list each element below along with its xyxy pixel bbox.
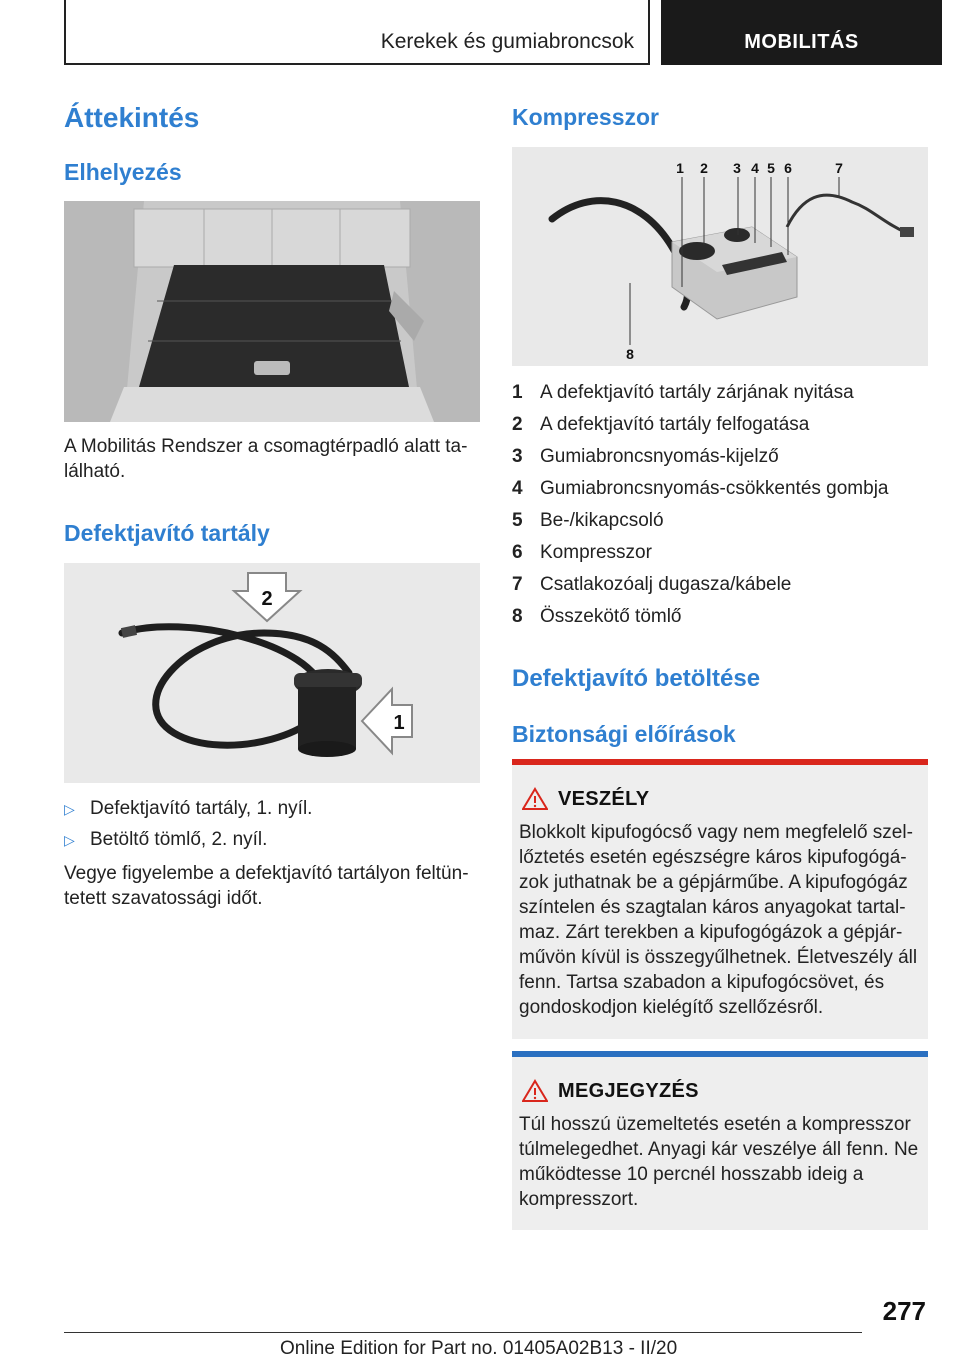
arrow-label-2: 2 [261, 588, 273, 610]
danger-title: VESZÉLY [558, 788, 650, 810]
subheading-safety: Biztonsági előírások [512, 721, 736, 747]
fig-number-3: 3 [733, 160, 741, 176]
bullet-text-1: Defektjavító tartály, 1. nyíl. [90, 798, 313, 819]
para-expiry-line2: tetett szavatossági időt. [64, 888, 263, 909]
page-title: Áttekintés [64, 102, 200, 133]
compressor-illustration [512, 147, 928, 366]
bullet-text-2: Betöltő tömlő, 2. nyíl. [90, 829, 268, 850]
fig-number-4: 4 [751, 160, 759, 176]
notice-title: MEGJEGYZÉS [558, 1080, 699, 1102]
fig-number-8: 8 [626, 346, 634, 362]
danger-line-2: lőztetés esetén egészségre káros kipufogógá‐ [519, 847, 907, 868]
footer-edition: Online Edition for Part no. 01405A02B13 - II/20 [280, 1338, 678, 1359]
header-section-title: Kerekek és gumiabroncsok [380, 30, 634, 53]
footer-rule [64, 1332, 862, 1333]
sealant-bottle-illustration [64, 563, 480, 783]
running-header-chapter [661, 0, 942, 65]
danger-line-7: fenn. Tartsa szabadon a kipufogócsövet, és [519, 972, 885, 993]
legend-number: 7 [512, 574, 523, 595]
danger-line-4: színtelen és szagtalan káros anyagokat tartal‐ [519, 897, 906, 918]
fig-number-2: 2 [700, 160, 708, 176]
legend-number: 6 [512, 542, 523, 563]
heading-fill-sealant: Defektjavító betöltése [512, 665, 761, 692]
legend-text: Gumiabroncsnyomás-csökkentés gombja [540, 478, 889, 499]
legend-number: 3 [512, 446, 523, 467]
fig-number-1: 1 [676, 160, 684, 176]
subheading-location: Elhelyezés [64, 159, 182, 185]
fig-number-7: 7 [835, 160, 843, 176]
legend-text: A defektjavító tartály felfogatása [540, 414, 810, 435]
fig-number-6: 6 [784, 160, 792, 176]
notice-line-4: kompresszort. [519, 1189, 639, 1210]
bullet-item-2 [64, 829, 267, 851]
legend-text: Csatlakozóalj dugasza/kábele [540, 574, 792, 595]
notice-box [512, 1051, 928, 1230]
bullet-item-1 [64, 798, 312, 820]
para-location-line2: lálható. [64, 461, 126, 482]
legend-number: 8 [512, 606, 523, 627]
legend-text: Gumiabroncsnyomás-kijelző [540, 446, 779, 467]
arrow-label-1: 1 [393, 712, 405, 734]
danger-line-3: zok juthatnak be a gépjárműbe. A kipufogógáz [519, 872, 908, 893]
legend-number: 4 [512, 478, 523, 499]
triangle-bullet-icon: ▷ [64, 801, 75, 817]
running-header-section [64, 0, 650, 65]
danger-line-1: Blokkolt kipufogócső vagy nem megfelelő szel‐ [519, 822, 913, 843]
legend-text: Kompresszor [540, 542, 652, 563]
legend-text: Összekötő tömlő [540, 606, 682, 627]
legend-number: 1 [512, 382, 523, 403]
header-chapter-title: MOBILITÁS [744, 31, 859, 53]
page-number: 277 [882, 1296, 926, 1326]
notice-line-3: működtesse 10 percnél hosszabb ideig a [519, 1164, 864, 1185]
notice-bar [512, 1051, 928, 1057]
para-expiry-line1: Vegye figyelembe a defektjavító tartályon feltün‐ [64, 863, 469, 884]
legend-number: 5 [512, 510, 523, 531]
compressor-figure [512, 147, 928, 366]
triangle-bullet-icon: ▷ [64, 832, 75, 848]
legend-text: A defektjavító tartály zárjának nyitása [540, 382, 854, 403]
danger-line-5: maz. Zárt terekben a kipufogógázok a gépjár‐ [519, 922, 903, 943]
legend-text: Be-/kikapcsoló [540, 510, 664, 531]
warning-triangle-icon [522, 787, 548, 811]
legend-number: 2 [512, 414, 523, 435]
sealant-bottle-figure [64, 563, 480, 783]
trunk-illustration [64, 201, 480, 422]
danger-line-8: gondoskodjon kielégítő szellőzésről. [519, 997, 824, 1018]
para-location-line1: A Mobilitás Rendszer a csomagtérpadló alatt ta‐ [64, 436, 468, 457]
fig-number-5: 5 [767, 160, 775, 176]
danger-box [512, 759, 928, 1039]
warning-triangle-icon [522, 1079, 548, 1103]
notice-line-2: túlmelegedhet. Anyagi kár veszélye áll fenn. Ne [519, 1139, 919, 1160]
notice-line-1: Túl hosszú üzemeltetés esetén a kompresszor [519, 1114, 911, 1135]
subheading-sealant-bottle: Defektjavító tartály [64, 520, 270, 546]
subheading-compressor: Kompresszor [512, 104, 659, 130]
trunk-figure [64, 201, 480, 422]
danger-line-6: művön kívül is összegyűlhetnek. Életveszély áll [519, 947, 918, 968]
danger-bar [512, 759, 928, 765]
